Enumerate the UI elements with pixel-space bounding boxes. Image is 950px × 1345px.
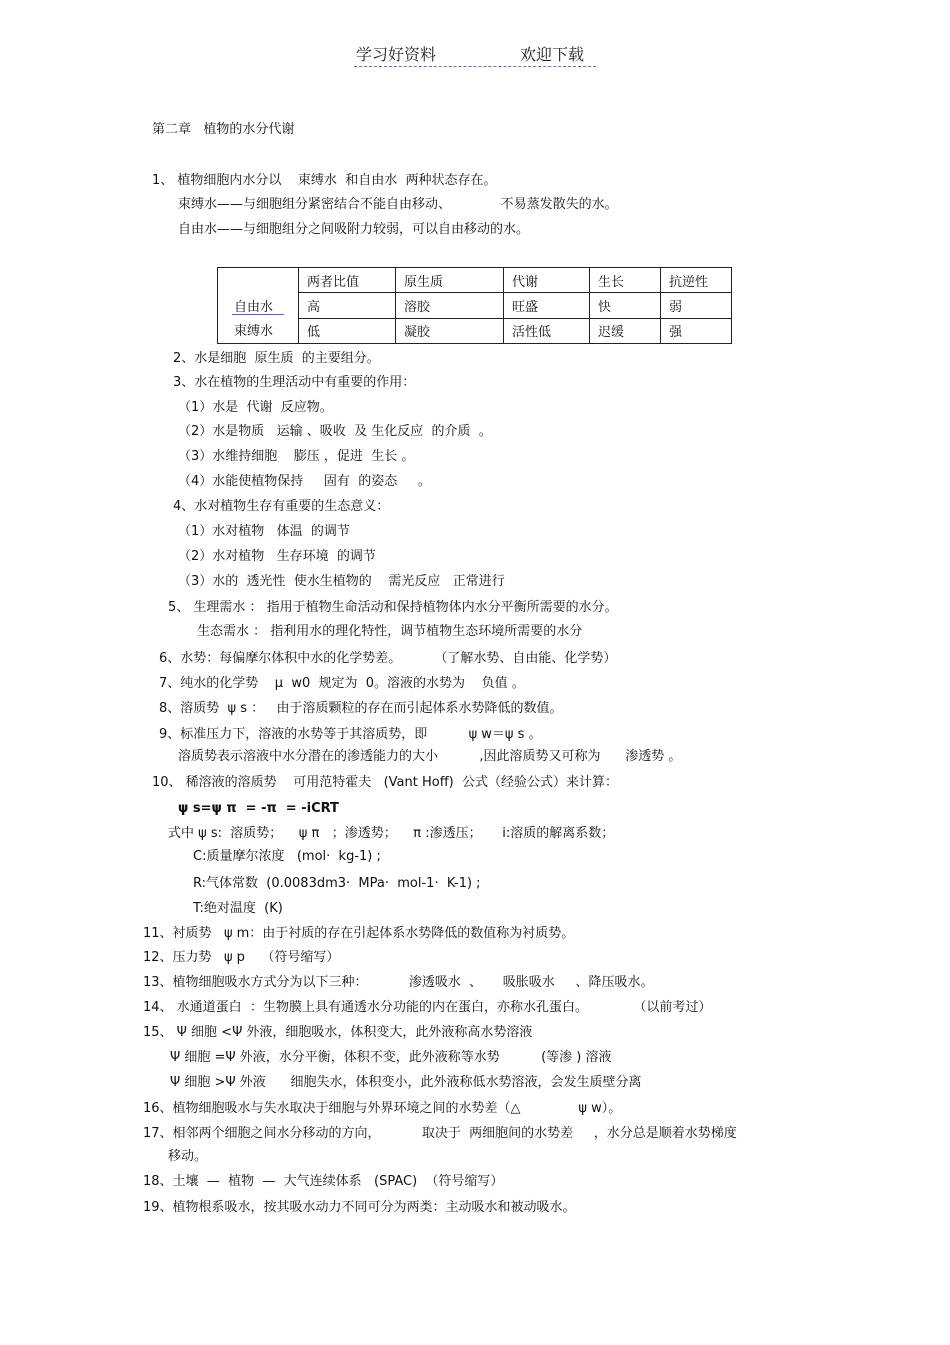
text-line: T:绝对温度 (K) bbox=[193, 901, 283, 916]
text-line: 16、植物细胞吸水与失水取决于细胞与外界环境之间的水势差（△ ψ w）。 bbox=[143, 1101, 622, 1116]
text-line: 6、水势：每偏摩尔体积中水的化学势差。 （了解水势、自由能、化学势） bbox=[159, 651, 617, 666]
table-cell: 快 bbox=[590, 293, 661, 318]
table-cell: 溶胶 bbox=[396, 293, 504, 318]
formula-line: ψ s=ψ π = -π = -iCRT bbox=[178, 801, 339, 816]
text-line: 12、压力势 ψ p （符号缩写） bbox=[143, 950, 340, 965]
text-line: 10、 稀溶液的溶质势 可用范特霍夫 (Vant Hoff) 公式（经验公式）来计算： bbox=[152, 775, 619, 790]
text-line: （1）水是 代谢 反应物。 bbox=[178, 400, 333, 415]
text-line: 19、植物根系吸水，按其吸水动力不同可分为两类：主动吸水和被动吸水。 bbox=[143, 1200, 576, 1215]
text-line: 7、纯水的化学势 μ w0 规定为 0。溶液的水势为 负值 。 bbox=[159, 676, 525, 691]
row-label-cell bbox=[218, 268, 299, 344]
table-header-cell: 原生质 bbox=[396, 268, 504, 293]
table-cell: 强 bbox=[661, 318, 732, 343]
row-label-bound-water: 束缚水 bbox=[234, 324, 274, 339]
text-line: 束缚水——与细胞组分紧密结合不能自由移动、 不易蒸发散失的水。 bbox=[178, 197, 618, 212]
chapter-title: 第二章 植物的水分代谢 bbox=[152, 122, 295, 137]
text-line: 17、相邻两个细胞之间水分移动的方向， 取决于 两细胞间的水势差 ，水分总是顺着水势梯度 bbox=[143, 1126, 737, 1141]
text-line: 14、 水通道蛋白 ：生物膜上具有通透水分功能的内在蛋白，亦称水孔蛋白。 （以前考过） bbox=[143, 1000, 712, 1015]
text-line: Ψ 细胞 >Ψ 外液 细胞失水，体积变小，此外液称低水势溶液，会发生质壁分离 bbox=[170, 1075, 642, 1090]
text-line: （3）水的 透光性 使水生植物的 需光反应 正常进行 bbox=[178, 574, 505, 589]
text-line: 2、水是细胞 原生质 的主要组分。 bbox=[173, 351, 380, 366]
text-line: 5、 生理需水 ： 指用于植物生命活动和保持植物体内水分平衡所需要的水分。 bbox=[168, 600, 618, 615]
row-label-free-water: 自由水 bbox=[234, 300, 274, 315]
table-cell: 活性低 bbox=[504, 318, 590, 343]
header-left-text: 学习好资料 bbox=[356, 45, 437, 64]
text-line: 3、水在植物的生理活动中有重要的作用： bbox=[173, 375, 416, 390]
table-cell: 旺盛 bbox=[504, 293, 590, 318]
header-right-text: 欢迎下载 bbox=[520, 45, 585, 64]
text-line: （1）水对植物 体温 的调节 bbox=[178, 524, 350, 539]
text-line: R:气体常数 (0.0083dm3· MPa· mol-1· K-1) ; bbox=[193, 876, 481, 891]
text-line: 18、土壤 — 植物 — 大气连续体系 (SPAC) （符号缩写） bbox=[143, 1174, 504, 1189]
table-header-cell: 生长 bbox=[590, 268, 661, 293]
text-line: 4、水对植物生存有重要的生态意义： bbox=[173, 499, 390, 514]
text-line: （4）水能使植物保持 固有 的姿态 。 bbox=[178, 474, 431, 489]
text-line: 15、 Ψ 细胞 <Ψ 外液，细胞吸水，体积变大，此外液称高水势溶液 bbox=[143, 1025, 533, 1040]
text-line: （2）水是物质 运输 、吸收 及 生化反应 的介质 。 bbox=[178, 424, 492, 439]
text-line: 13、植物细胞吸水方式分为以下三种： 渗透吸水 、 吸胀吸水 、降压吸水。 bbox=[143, 975, 654, 990]
table-header-cell: 代谢 bbox=[504, 268, 590, 293]
text-line: 式中 ψ s: 溶质势； ψ π ；渗透势； π :渗透压； i:溶质的解离系数； bbox=[168, 826, 615, 841]
table-cell: 高 bbox=[299, 293, 396, 318]
underline-mark bbox=[232, 314, 284, 315]
water-comparison-table bbox=[217, 267, 732, 344]
text-line: Ψ 细胞 =Ψ 外液，水分平衡，体积不变，此外液称等水势 (等渗 ) 溶液 bbox=[170, 1050, 612, 1065]
text-line: 溶质势表示溶液中水分潜在的渗透能力的大小 ,因此溶质势又可称为 渗透势 。 bbox=[178, 749, 682, 764]
table-cell: 迟缓 bbox=[590, 318, 661, 343]
page-header bbox=[354, 40, 596, 67]
text-line: 9、标准压力下，溶液的水势等于其溶质势，即 ψ w＝ψ s 。 bbox=[159, 727, 542, 742]
table-cell: 弱 bbox=[661, 293, 732, 318]
text-line: 生态需水 ： 指利用水的理化特性，调节植物生态环境所需要的水分 bbox=[197, 624, 583, 639]
text-line: 移动。 bbox=[168, 1149, 208, 1164]
text-line: （3）水维持细胞 膨压 ，促进 生长 。 bbox=[178, 449, 415, 464]
table-header-cell: 两者比值 bbox=[299, 268, 396, 293]
text-line: 1、 植物细胞内水分以 束缚水 和自由水 两种状态存在。 bbox=[152, 173, 497, 188]
table-cell: 低 bbox=[299, 318, 396, 343]
table-header-cell: 抗逆性 bbox=[661, 268, 732, 293]
text-line: C:质量摩尔浓度 (mol· kg-1) ; bbox=[193, 849, 381, 864]
text-line: 11、衬质势 ψ m：由于衬质的存在引起体系水势降低的数值称为衬质势。 bbox=[143, 926, 575, 941]
text-line: （2）水对植物 生存环境 的调节 bbox=[178, 549, 376, 564]
table-cell: 凝胶 bbox=[396, 318, 504, 343]
text-line: 8、溶质势 ψ s ： 由于溶质颗粒的存在而引起体系水势降低的数值。 bbox=[159, 701, 563, 716]
text-line: 自由水——与细胞组分之间吸附力较弱，可以自由移动的水。 bbox=[178, 222, 530, 237]
